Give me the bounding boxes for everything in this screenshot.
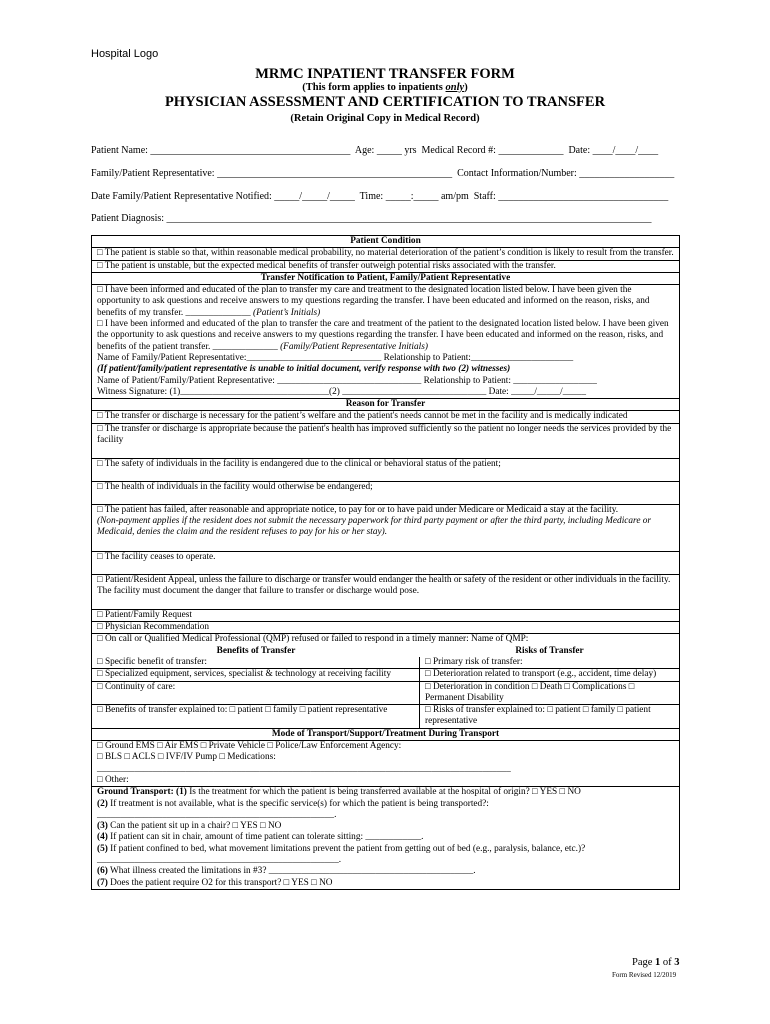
page-number: Page 1 of 3: [632, 957, 680, 968]
date-notified-line[interactable]: Date Family/Patient Representative Notified: _____/_____/_____ Time: _____:_____ am/pm Staff: __________________________________: [91, 191, 669, 202]
ground-transport-q2[interactable]: (2) If treatment is not available, what is the specific service(s) for which the patient is being transported?:: [97, 798, 489, 809]
reason-header: Reason for Transfer: [92, 399, 679, 411]
ground-transport-q1[interactable]: Ground Transport: (1) Is the treatment for which the patient is being transferred available at the hospital of origin? □ YES □ NO: [97, 787, 581, 798]
ground-transport-q6[interactable]: (6) What illness created the limitations in #3? ____________________________________________.: [97, 866, 476, 877]
form-table: [91, 235, 680, 890]
ground-transport-q2-line[interactable]: ___________________________________________________.: [97, 809, 337, 820]
transport-support-options[interactable]: □ BLS □ ACLS □ IVF/IV Pump □ Medications:: [97, 752, 276, 763]
family-rep-line[interactable]: Family/Patient Representative: _______________________________________________ Contact Information/Number: ___________________: [91, 168, 675, 179]
reason-family-request-option[interactable]: □ Patient/Family Request: [92, 610, 679, 622]
witness-note: (If patient/family/patient representative is unable to initial document, verify response with two (2) witnesses): [97, 364, 511, 375]
notification-header: Transfer Notification to Patient, Family/Patient Representative: [92, 273, 679, 285]
condition-stable-option[interactable]: □ The patient is stable so that, within reasonable medical probability, no material deterioration of the patient’s condition is likely to result from the transfer.: [92, 248, 679, 260]
ground-transport-q5[interactable]: (5) If patient confined to bed, what movement limitations prevent the patient from getting out of bed (e.g., paralysis, balance, etc.)?____________________________________________________.: [97, 843, 586, 865]
transport-mode-options[interactable]: □ Ground EMS □ Air EMS □ Private Vehicle □ Police/Law Enforcement Agency:: [97, 741, 402, 752]
patient-informed-option[interactable]: □ I have been informed and educated of the plan to transfer my care and treatment to the designated location listed below. I have been given the opportunity to ask questions and receive answers to my questions regarding the transfer. I have been educated and informed on the reason, risks, and benefits of my transfer. ______________ (Patient’s Initials): [97, 285, 650, 318]
transport-header: Mode of Transport/Support/Treatment During Transport: [92, 729, 679, 741]
benefits-risks-header-row: [92, 646, 679, 657]
form-revision: Form Revised 12/2019: [612, 971, 677, 979]
patient-condition-header: Patient Condition: [92, 236, 679, 248]
condition-unstable-option[interactable]: □ The patient is unstable, but the expected medical benefits of transfer outweigh potential risks associated with the transfer.: [92, 261, 679, 273]
benefits-risks-row-3: [92, 682, 679, 706]
retain-note: (Retain Original Copy in Medical Record): [290, 113, 480, 124]
representative-name-line-2[interactable]: Name of Patient/Family/Patient Representative: _______________________________ Relationship to Patient: __________________: [97, 375, 597, 386]
reason-qmp-option[interactable]: □ On call or Qualified Medical Professional (QMP) refused or failed to respond in a timely manner: Name of QMP:: [97, 634, 529, 645]
transport-medications-line[interactable]: _________________________________________________________________________________________: [97, 763, 511, 774]
risks-header: Risks of Transfer: [515, 645, 584, 656]
risk-deterioration-transport-option[interactable]: □ Deterioration related to transport (e.g., accident, time delay): [425, 669, 657, 680]
representative-informed-option[interactable]: □ I have been informed and educated of the plan to transfer the care and treatment of the patient to the designated location listed below. I have been given the opportunity to ask questions and receive answers to my questions regarding the transfer. I have been educated and informed on the reason, risks, and benefits of the patient transfer. ______________ (Family/Patient Representative Initials): [97, 319, 669, 352]
patient-name-line[interactable]: Patient Name: ________________________________________ Age: _____ yrs Medical Record #: _____________ Date: ____/____/____: [91, 145, 659, 156]
reason-safety-option[interactable]: □ The safety of individuals in the facility is endangered due to the clinical or behavioral status of the patient;: [92, 459, 679, 482]
reason-nonpayment-option[interactable]: □ The patient has failed, after reasonable and appropriate notice, to pay for or to have paid under Medicare or Medicaid a stay at the facility. (Non-payment applies if the resident does not submit the necessary paperwork for third party payment or after the third party, including Medicare or Medicaid, denies the claim and the resident refuses to pay for his or her stay).: [92, 505, 679, 552]
ground-transport-q4[interactable]: (4) If patient can sit in chair, amount of time patient can tolerate sitting: ____________.: [97, 832, 424, 843]
witness-signature-line[interactable]: Witness Signature: (1)________________________________(2) _______________________________ Date: _____/_____/_____: [92, 387, 679, 399]
benefit-specific-option[interactable]: □ Specific benefit of transfer:: [92, 657, 420, 668]
form-title: MRMC INPATIENT TRANSFER FORM: [255, 66, 515, 82]
reason-physician-option[interactable]: □ Physician Recommendation: [92, 622, 679, 634]
benefit-explained-option[interactable]: □ Benefits of transfer explained to: □ patient □ family □ patient representative: [92, 705, 420, 728]
risk-primary-option[interactable]: □ Primary risk of transfer:: [425, 656, 523, 667]
benefit-continuity-option[interactable]: □ Continuity of care:: [92, 682, 420, 705]
reason-health-endangered-option[interactable]: □ The health of individuals in the facility would otherwise be endangered;: [92, 482, 679, 505]
reason-welfare-option[interactable]: □ The transfer or discharge is necessary for the patient’s welfare and the patient's needs cannot be met in the facility and is medically indicated: [92, 411, 679, 423]
benefits-risks-row-1: [92, 657, 679, 669]
hospital-logo: Hospital Logo: [91, 48, 159, 60]
benefits-risks-row-2: [92, 669, 679, 681]
benefits-header: Benefits of Transfer: [216, 645, 296, 656]
reason-appeal-option[interactable]: □ Patient/Resident Appeal, unless the failure to discharge or transfer would endanger the health or safety of the resident or other individuals in the facility. The facility must document the danger that failure to transfer or discharge would pose.: [92, 575, 679, 610]
form-title-2: PHYSICIAN ASSESSMENT AND CERTIFICATION TO TRANSFER: [164, 94, 606, 110]
reason-facility-ceases-option[interactable]: □ The facility ceases to operate.: [92, 552, 679, 575]
ground-transport-q7[interactable]: (7) Does the patient require O2 for this transport? □ YES □ NO: [97, 877, 333, 888]
form-subtitle: (This form applies to inpatients only): [302, 82, 468, 93]
risk-explained-option[interactable]: □ Risks of transfer explained to: □ patient □ family □ patient representative: [425, 705, 651, 727]
patient-diagnosis-line[interactable]: Patient Diagnosis: _________________________________________________________________________________________________: [91, 213, 652, 224]
transport-other-option[interactable]: □ Other:: [92, 775, 679, 787]
benefits-risks-row-4: [92, 705, 679, 729]
risk-deterioration-condition-option[interactable]: □ Deterioration in condition □ Death □ Complications □ Permanent Disability: [425, 681, 635, 703]
reason-health-improved-option[interactable]: □ The transfer or discharge is appropriate because the patient's health has improved sufficiently so the patient no longer needs the services provided by the facility: [92, 424, 679, 459]
ground-transport-q3[interactable]: (3) Can the patient sit up in a chair? □ YES □ NO: [97, 821, 282, 832]
representative-name-line[interactable]: Name of Family/Patient Representative:_____________________________ Relationship to Patient:______________________: [97, 352, 574, 363]
benefit-equipment-option[interactable]: □ Specialized equipment, services, specialist & technology at receiving facility: [92, 669, 420, 680]
